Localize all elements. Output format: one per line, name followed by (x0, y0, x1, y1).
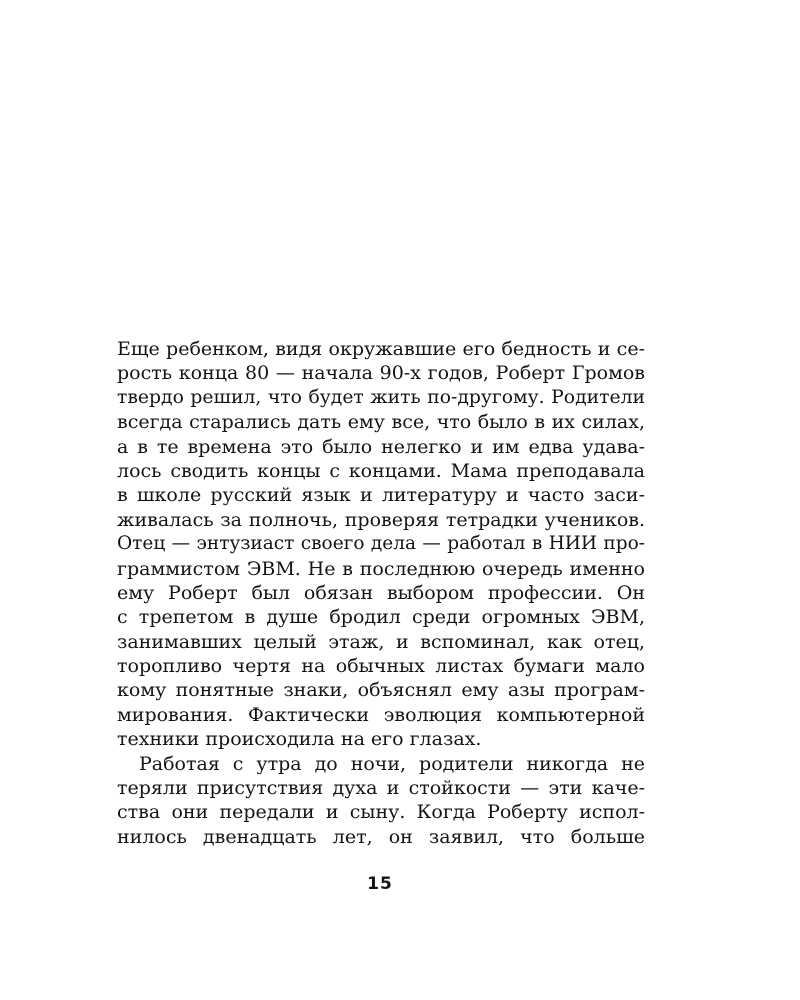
text-line: Еще ребенком, видя окружавшие его бедность и се- (117, 338, 645, 360)
page-body-text (117, 337, 645, 849)
text-line: в школе русский язык и литературу и часто заси- (117, 484, 645, 507)
text-line: лось сводить концы с концами. Мама преподавала (117, 459, 645, 482)
text-line: ему Роберт был обязан выбором профессии. Он (117, 581, 645, 604)
text-line: нилось двенадцать лет, он заявил, что больше (117, 825, 645, 848)
text-line: кому понятные знаки, объяснял ему азы програм- (117, 679, 645, 702)
text-line: с трепетом в душе бродил среди огромных ЭВМ, (117, 606, 645, 629)
text-line: теряли присутствия духа и стойкости — эти каче- (117, 777, 645, 800)
text-line: Отец — энтузиаст своего дела — работал в НИИ про- (117, 533, 645, 555)
page-number: 15 (367, 874, 393, 894)
text-line: занимавших целый этаж, и вспоминал, как отец, (117, 630, 645, 653)
paragraph-2 (117, 752, 645, 850)
text-line: живалась за полночь, проверяя тетрадки учеников. (117, 508, 645, 531)
text-line: твердо решил, что будет жить по-другому. Родители (117, 386, 645, 408)
text-line: ства они передали и сыну. Когда Роберту испол- (117, 801, 645, 824)
paragraph-1 (117, 337, 645, 752)
text-line: торопливо чертя на обычных листах бумаги мало (117, 655, 645, 678)
text-line: граммистом ЭВМ. Не в последнюю очередь именно (117, 557, 645, 580)
text-line: а в те времена это было нелегко и им едва удава- (117, 435, 645, 458)
text-line: рость конца 80 — начала 90-х годов, Роберт Громов (117, 362, 645, 385)
text-line: техники происходила на его глазах. (117, 728, 482, 751)
text-line: Работая с утра до ночи, родители никогда не (139, 752, 645, 775)
text-line: мирования. Фактически эволюция компьютерной (117, 703, 645, 726)
text-line: всегда старались дать ему все, что было в их силах, (117, 411, 645, 434)
